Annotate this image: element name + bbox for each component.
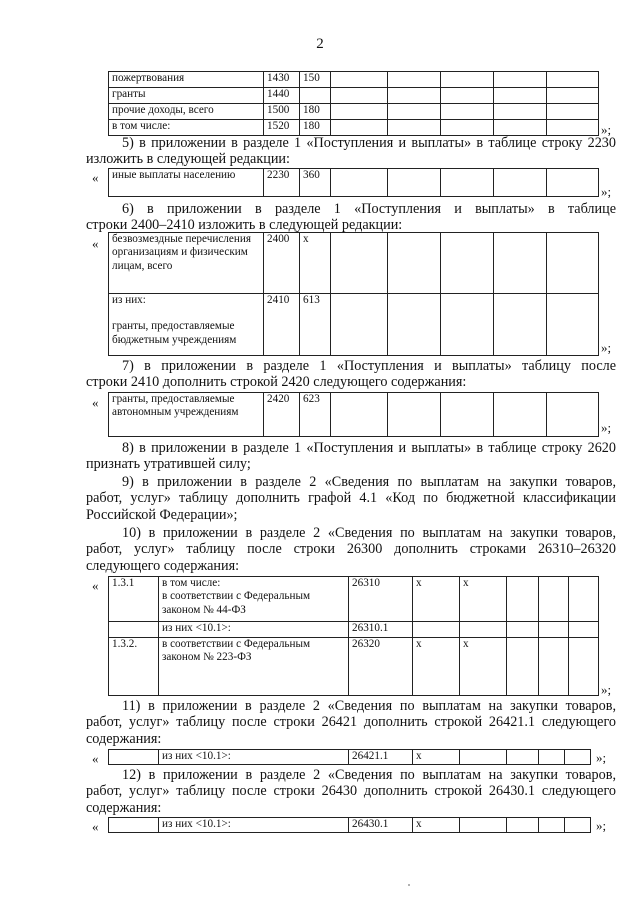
paragraph-10: 10) в приложении в разделе 2 «Сведения по выплатам на закупки товаров, работ, услуг» таблицу после строки 26300 дополнить строками 26310–26320 следующего содержания: bbox=[86, 525, 616, 574]
table-income-rows bbox=[108, 71, 599, 136]
row-kosgu: 613 bbox=[300, 294, 331, 356]
row-kosgu: 180 bbox=[300, 104, 331, 120]
paragraph-12: 12) в приложении в разделе 2 «Сведения по выплатам на закупки товаров, работ, услуг» таблицу после строки 26430 дополнить строкой 26430.1 следующего содержания: bbox=[86, 767, 616, 816]
table-row bbox=[109, 88, 599, 104]
table-a-closing: »; bbox=[601, 122, 612, 137]
table-f-closing: »; bbox=[596, 750, 607, 765]
paragraph-5: 5) в приложении в разделе 1 «Поступления и выплаты» в таблице строку 2230 изложить в следующей редакции: bbox=[86, 135, 616, 168]
table-e-closing: »; bbox=[601, 682, 612, 697]
table-row: из них <10.1>: 26421.1 x bbox=[109, 750, 591, 765]
row-label: в соответствии с Федеральным законом № 223-ФЗ bbox=[159, 638, 349, 696]
table-row bbox=[109, 72, 599, 88]
paragraph-6: 6) в приложении в разделе 1 «Поступления и выплаты» в таблице строки 2400–2410 изложить в следующей редакции: bbox=[86, 201, 616, 234]
row-code: 26320 bbox=[349, 638, 413, 696]
row-label: иные выплаты населению bbox=[109, 169, 264, 197]
table-row bbox=[109, 120, 599, 136]
row-label: из них <10.1>: bbox=[159, 622, 349, 638]
table-row bbox=[109, 104, 599, 120]
table-row bbox=[109, 294, 599, 356]
paragraph-11: 11) в приложении в разделе 2 «Сведения по выплатам на закупки товаров, работ, услуг» таблицу после строки 26421 дополнить строкой 26421.1 следующего содержания: bbox=[86, 698, 616, 747]
table-f-open: « bbox=[92, 751, 99, 766]
row-num: 1.3.2. bbox=[109, 638, 159, 696]
row-label: гранты, предоставляемые автономным учреждениям bbox=[109, 393, 264, 437]
table-b-open: « bbox=[92, 170, 99, 185]
table-b-closing: »; bbox=[601, 184, 612, 199]
table-2400-2410 bbox=[108, 232, 599, 356]
table-e-open: « bbox=[92, 578, 99, 593]
row-code: 26421.1 bbox=[349, 750, 413, 765]
table-row: из них <10.1>: 26430.1 x bbox=[109, 818, 591, 833]
row-label: гранты bbox=[109, 88, 264, 104]
row-kosgu: 180 bbox=[300, 120, 331, 136]
row-kosgu bbox=[300, 88, 331, 104]
row-code: 2400 bbox=[264, 233, 300, 294]
row-label: пожертвования bbox=[109, 72, 264, 88]
row-code: 1440 bbox=[264, 88, 300, 104]
table-d-closing: »; bbox=[601, 420, 612, 435]
table-g-open: « bbox=[92, 819, 99, 834]
row-label: из них <10.1>: bbox=[159, 818, 349, 833]
row-code: 26310 bbox=[349, 577, 413, 622]
table-row: 1.3.1 в том числе: в соответствии с Федеральным законом № 44-ФЗ 26310 x x bbox=[109, 577, 599, 622]
row-code: 2420 bbox=[264, 393, 300, 437]
row-code: 1520 bbox=[264, 120, 300, 136]
row-label: прочие доходы, всего bbox=[109, 104, 264, 120]
table-c-closing: »; bbox=[601, 340, 612, 355]
paragraph-9: 9) в приложении в разделе 2 «Сведения по выплатам на закупки товаров, работ, услуг» таблицу дополнить графой 4.1 «Код по бюджетной классификации Российской Федерации»; bbox=[86, 474, 616, 523]
row-kosgu: x bbox=[300, 233, 331, 294]
paragraph-7: 7) в приложении в разделе 1 «Поступления и выплаты» таблицу после строки 2410 дополнить строкой 2420 следующего содержания: bbox=[86, 358, 616, 391]
table-2420 bbox=[108, 392, 599, 437]
row-code: 26430.1 bbox=[349, 818, 413, 833]
table-26430-1 bbox=[108, 817, 591, 833]
row-num: 1.3.1 bbox=[109, 577, 159, 622]
table-2230 bbox=[108, 168, 599, 197]
table-26310-26320 bbox=[108, 576, 599, 696]
row-label: в том числе: в соответствии с Федеральным законом № 44-ФЗ bbox=[159, 577, 349, 622]
row-kosgu: 623 bbox=[300, 393, 331, 437]
table-d-open: « bbox=[92, 395, 99, 410]
row-code: 1430 bbox=[264, 72, 300, 88]
table-row bbox=[109, 169, 599, 197]
row-code: 2410 bbox=[264, 294, 300, 356]
table-row bbox=[109, 233, 599, 294]
table-row bbox=[109, 393, 599, 437]
row-label-b: гранты, предоставляемые бюджетным учреждениям bbox=[112, 320, 237, 346]
row-code: 26310.1 bbox=[349, 622, 413, 638]
row-code: 2230 bbox=[264, 169, 300, 197]
row-label: из них <10.1>: bbox=[159, 750, 349, 765]
row-label: безвозмездные перечисления организациям и физическим лицам, всего bbox=[109, 233, 264, 294]
scan-speck bbox=[408, 884, 410, 886]
table-row bbox=[109, 622, 599, 638]
row-kosgu: 150 bbox=[300, 72, 331, 88]
table-row: 1.3.2. в соответствии с Федеральным законом № 223-ФЗ 26320 x x bbox=[109, 638, 599, 696]
page-number: 2 bbox=[316, 36, 324, 52]
table-26421-1 bbox=[108, 749, 591, 765]
row-kosgu: 360 bbox=[300, 169, 331, 197]
table-g-closing: »; bbox=[596, 818, 607, 833]
paragraph-8: 8) в приложении в разделе 1 «Поступления и выплаты» в таблице строку 2620 признать утратившей силу; bbox=[86, 440, 616, 473]
table-c-open: « bbox=[92, 236, 99, 251]
row-label-a: из них: bbox=[112, 294, 146, 306]
row-code: 1500 bbox=[264, 104, 300, 120]
row-label: в том числе: bbox=[109, 120, 264, 136]
